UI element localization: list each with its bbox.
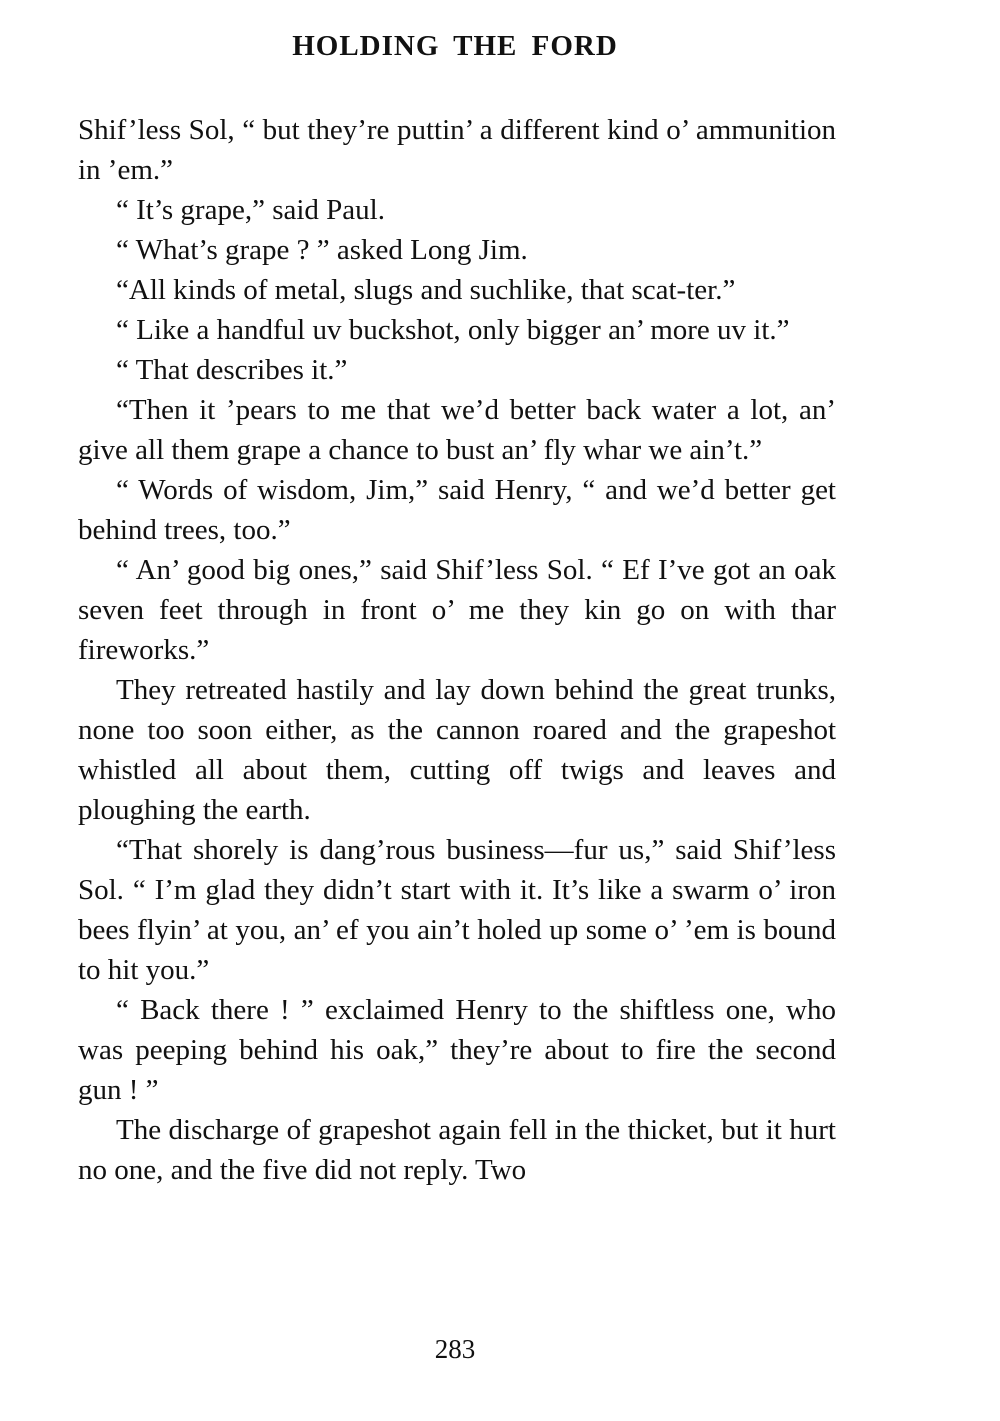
paragraph: “That shorely is dang’rous business—fur us,” said Shif’less Sol. “ I’m glad they didn’t start with it. It’s like a swarm o’ iron bees flyin’ at you, an’ ef you ain’t holed up some o’ ’em is bound to hit you.” [78, 834, 836, 986]
paragraph: “ Back there ! ” exclaimed Henry to the shiftless one, who was peeping behind his oak,” they’re about to fire the second gun ! ” [78, 994, 836, 1106]
paragraph: “ Like a handful uv buckshot, only bigger an’ more uv it.” [116, 314, 790, 346]
page-number: 283 [434, 1334, 476, 1364]
paragraph: “ Words of wisdom, Jim,” said Henry, “ and we’d better get behind trees, too.” [78, 474, 836, 546]
paragraph: “ What’s grape ? ” asked Long Jim. [116, 234, 528, 266]
paragraph: They retreated hastily and lay down behind the great trunks, none too soon either, as the cannon roared and the grapeshot whistled all about them, cutting off twigs and leaves and ploughing the earth. [78, 674, 836, 826]
paragraph: “Then it ’pears to me that we’d better back water a lot, an’ give all them grape a chance to bust an’ fly whar we ain’t.” [78, 394, 836, 466]
paragraph: “All kinds of metal, slugs and suchlike, that scat-ter.” [116, 274, 736, 306]
paragraph: The discharge of grapeshot again fell in the thicket, but it hurt no one, and the five did not reply. Two [78, 1114, 836, 1186]
paragraph: “ It’s grape,” said Paul. [116, 194, 385, 226]
paragraph: “ That describes it.” [116, 354, 348, 386]
running-header-title: HOLDING THE FORD [292, 30, 618, 62]
paragraph: Shif’less Sol, “ but they’re puttin’ a different kind o’ ammunition in ’em.” [78, 114, 836, 186]
body-text [78, 110, 836, 1190]
paragraph: “ An’ good big ones,” said Shif’less Sol. “ Ef I’ve got an oak seven feet through in front o’ me they kin go on with thar fireworks.” [78, 554, 836, 666]
